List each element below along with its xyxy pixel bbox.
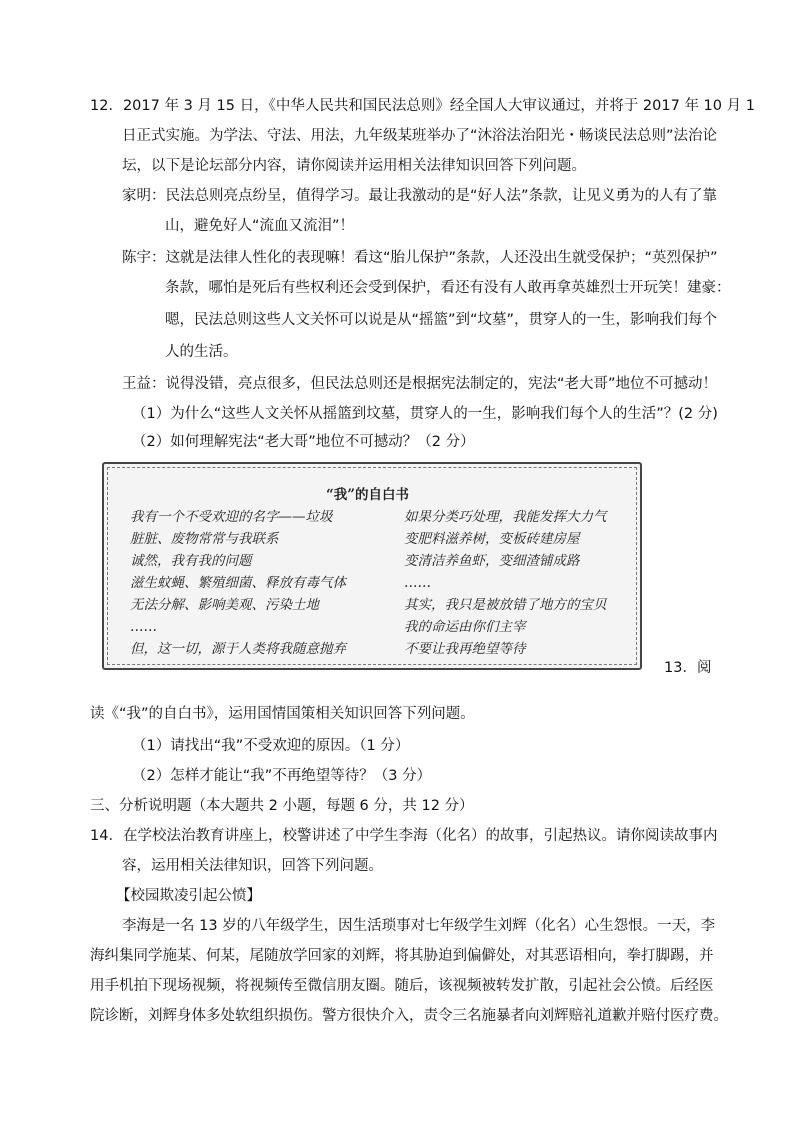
chenyu-line-1: 陈宇：这就是法律人性化的表现嘛！看这“胎儿保护”条款，人还没出生就受保护；“英烈保护” — [122, 250, 718, 266]
q13-subquestion-1: （1）请找出“我”不受欢迎的原因。（1 分） — [132, 738, 410, 754]
jiaming-line-1: 家明：民法总则亮点纷呈，值得学习。最让我激动的是“好人法”条款，让见义勇为的人有了靠 — [122, 188, 718, 204]
poem-right-line: 我的命运由你们主宰 — [404, 619, 526, 635]
wangyi-line-1: 王益：说得没错，亮点很多，但民法总则还是根据宪法制定的，宪法“老大哥”地位不可撼动！ — [122, 376, 718, 392]
poem-left-line: 我有一个不受欢迎的名字——垃圾 — [130, 509, 333, 525]
q14-paragraph-line: 李海是一名 13 岁的八年级学生，因生活琐事对七年级学生刘辉（化名）心生怨恨。一天，李 — [122, 918, 716, 934]
poem-title: “我”的自白书 — [326, 487, 410, 503]
poem-right-line: 不要让我再绝望等待 — [404, 641, 526, 657]
q12-subquestion-2: （2）如何理解宪法“老大哥”地位不可撼动？（2 分） — [132, 434, 475, 450]
poem-right-line: …… — [404, 575, 431, 591]
poem-right-line: 变肥料滋养树，变板砖建房屋 — [404, 531, 580, 547]
jiaming-line-2: 山，避免好人“流血又流泪”！ — [165, 218, 355, 234]
poem-left-line: 但，这一切，源于人类将我随意抛弃 — [130, 641, 346, 657]
q13-subquestion-2: （2）怎样才能让“我”不再绝望等待？（3 分） — [132, 768, 432, 784]
poem-left-line: 无法分解、影响美观、污染土地 — [130, 597, 319, 613]
poem-left-line: 脏脏、废物常常与我联系 — [130, 531, 279, 547]
q12-line-3: 坛，以下是论坛部分内容，请你阅读并运用相关法律知识回答下列问题。 — [122, 158, 586, 174]
chenyu-line-2: 条款，哪怕是死后有些权利还会受到保护，看还有没有人敢再拿英雄烈士开玩笑！建豪： — [165, 280, 731, 296]
chenyu-line-4: 人的生活。 — [165, 344, 238, 360]
confession-poem-box — [102, 462, 642, 670]
q14-story-heading: 【校园欺凌引起公愤】 — [116, 888, 261, 904]
q12-subquestion-1: （1）为什么“这些人文关怀从摇篮到坟墓，贯穿人的一生，影响我们每个人的生活”？(2 分) — [132, 406, 718, 422]
q14-paragraph-line: 海纠集同学施某、何某，尾随放学回家的刘辉，将其胁迫到偏僻处，对其恶语相向，拳打脚踢，并 — [90, 948, 714, 964]
q14-paragraph-line: 院诊断，刘辉身体多处软组织损伤。警方很快介入，责令三名施暴者向刘辉赔礼道歉并赔付医疗费。 — [90, 1008, 728, 1024]
q13-number: 13．阅 — [664, 660, 712, 676]
poem-left-line: 滋生蚊蝇、繁殖细菌、释放有毒气体 — [130, 575, 346, 591]
poem-right-line: 其实，我只是被放错了地方的宝贝 — [404, 597, 607, 613]
q14-line-2: 容，运用相关法律知识，回答下列问题。 — [122, 858, 383, 874]
poem-left-line: 诚然，我有我的问题 — [130, 553, 252, 569]
section-3-heading: 三、分析说明题（本大题共 2 小题，每题 6 分，共 12 分） — [90, 798, 474, 814]
poem-right-line: 如果分类巧处理，我能发挥大力气 — [404, 509, 607, 525]
q13-line-1: 读《“我”的自白书》，运用国情国策相关知识回答下列问题。 — [90, 706, 475, 722]
q14-paragraph-line: 用手机拍下现场视频，将视频传至微信朋友圈。随后，该视频被转发扩散，引起社会公愤。后经医 — [90, 978, 714, 994]
q12-line-1: 12．2017 年 3 月 15 日，《中华人民共和国民法总则》经全国人大审议通过，并将于 2017 年 10 月 1 — [90, 98, 755, 114]
chenyu-line-3: 嗯，民法总则这些人文关怀可以说是从“摇篮”到“坟墓”，贯穿人的一生，影响我们每个 — [165, 312, 718, 328]
q12-line-2: 日正式实施。为学法、守法、用法，九年级某班举办了“沐浴法治阳光・畅谈民法总则”法治论 — [122, 128, 718, 144]
poem-right-line: 变清洁养鱼虾，变细渣铺成路 — [404, 553, 580, 569]
poem-left-line: …… — [130, 619, 157, 635]
q14-line-1: 14．在学校法治教育讲座上，校警讲述了中学生李海（化名）的故事，引起热议。请你阅读故事内 — [90, 828, 718, 844]
